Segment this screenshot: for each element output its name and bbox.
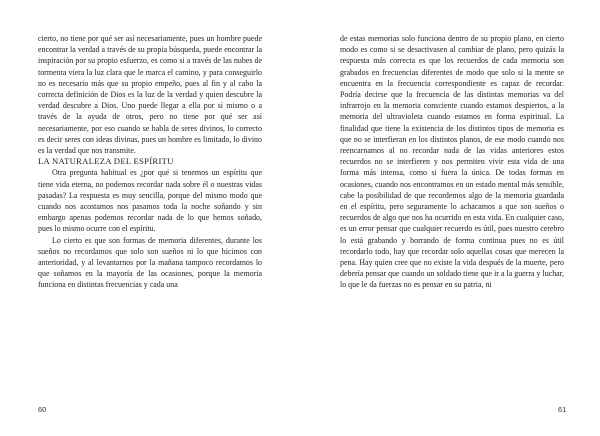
- left-paragraph-1: cierto, no tiene por qué ser así necesariamente, pues un hombre puede encontrar la verdad a través de su propia búsqueda, puede encontrar la inspiración por su propio esfuerzo, es como si a través de las nubes de tormenta viera la luz clara que le marca el camino, y para conseguirlo no es necesario más que su propio empeño, pues al fin y al cabo la correcta definición de Dios es la luz de la verdad y quien descubre la verdad descubre a Dios. Uno puede llegar a ella por sí mismo o a través de la ayuda de otros, pero no tiene por qué ser así necesariamente, por eso cuando se habla de seres divinos, lo correcto es decir seres con ideas divinas, pues un hombre es limitado, lo divino es la verdad que nos transmite.: [38, 34, 262, 156]
- right-paragraph-1: de estas memorias solo funciona dentro de su propio plano, en cierto modo es como si se desactivasen al cambiar de plano, pero quizás la respuesta más correcta es que los recuerdos de cada memoria son grabados en frecuencias diferentes de modo que solo si la mente se encuentra en la frecuencia correspondiente es capaz de recordar. Podría decirse que la frecuencia de las distintas memorias va del infrarrojo en la memoria consciente cuando estamos despiertos, a la memoria del ultravioleta cuando estamos en forma espiritual. La finalidad que tiene la existencia de los distintos tipos de memoria es que no se interfieran en los distintos planos, de ese modo cuando nos reencarnamos al no recordar nada de las vidas anteriores estos recuerdos no se interfieren y nos permiten vivir esta vida de una forma más intensa, como si fuera la única. De todas formas en ocasiones, cuando nos encontramos en un estado mental más sensible, cabe la posibilidad de que recordemos algo de la memoria guardada en el espíritu, pero seguramente lo achacamos a que son sueños o recuerdos de algo que nos ha ocurrido en esta vida. En cualquier caso, es un error pensar que cualquier recuerdo es útil, pues nuestro cerebro lo está grabando y borrando de forma continua pues no es útil recordarlo todo, hay que recordar solo aquellas cosas que merecen la pena. Hay quien cree que no existe la vida después de la muerte, pero debería pensar que cuando un soldado tiene que ir a la guerra y luchar, lo que le da fuerzas no es pensar en su patria, ni: [340, 34, 564, 290]
- right-page: [300, 0, 600, 436]
- section-heading: LA NATURALEZA DEL ESPÍRITU: [38, 156, 174, 167]
- right-page-number: 61: [558, 405, 567, 414]
- left-page-number: 60: [38, 405, 47, 414]
- left-paragraph-2: Otra pregunta habitual es ¿por qué si tenemos un espíritu que tiene vida eterna, no podemos recordar nada sobre él o nuestras vidas pasadas? La respuesta es muy sencilla, porque del mismo modo que cuando nos acostamos nos pasamos toda la noche soñando y sin embargo apenas podemos recordar nada de lo que hemos soñado, pues lo mismo ocurre con el espíritu.: [38, 168, 262, 234]
- left-text-column: [38, 33, 262, 291]
- left-paragraph-3: Lo cierto es que son formas de memoria diferentes, durante los sueños no recordamos que solo son sueños ni lo que hicimos con anterioridad, y al levantarnos por la mañana tampoco recordamos lo que soñamos en la mayoría de las ocasiones, porque la memoria funciona en distintas frecuencias y cada una: [38, 235, 262, 290]
- right-text-column: [340, 33, 564, 291]
